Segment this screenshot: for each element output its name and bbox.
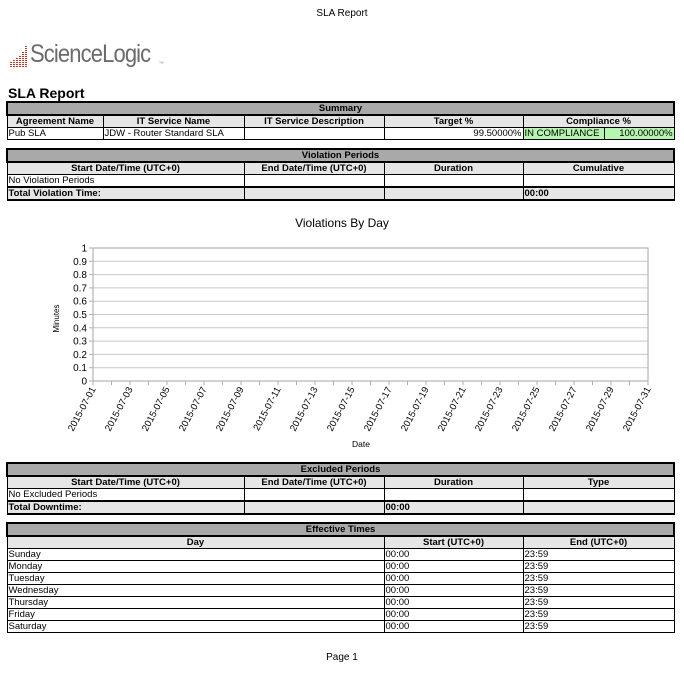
y-axis-label: Minutes <box>52 304 61 333</box>
compliance-value: 100.00000% <box>604 128 674 140</box>
col-start: Start Date/Time (UTC+0) <box>7 162 244 175</box>
cell-end: 23:59 <box>523 621 674 633</box>
col-end: End Date/Time (UTC+0) <box>244 476 384 489</box>
cell-start: 00:00 <box>384 597 523 609</box>
x-tick-label: 2015-07-17 <box>362 385 395 434</box>
cell-day: Monday <box>7 561 384 573</box>
cell-start: 00:00 <box>384 573 523 585</box>
x-tick-label: 2015-07-13 <box>288 385 321 434</box>
total-violation-label: Total Violation Time: <box>7 187 244 200</box>
page-header: SLA Report <box>316 8 368 19</box>
cell-day: Sunday <box>7 549 384 561</box>
cell-start: 00:00 <box>384 609 523 621</box>
cell-start: 00:00 <box>384 621 523 633</box>
cell-end: 23:59 <box>523 561 674 573</box>
table-row <box>7 597 674 609</box>
cell-start: 00:00 <box>384 549 523 561</box>
x-axis-label: Date <box>352 439 370 449</box>
table-row <box>7 609 674 621</box>
no-violations-text: No Violation Periods <box>7 175 244 188</box>
x-tick-label: 2015-07-15 <box>325 385 358 434</box>
col-duration: Duration <box>384 476 523 489</box>
summary-row <box>7 128 674 140</box>
y-tick-label: 0 <box>81 376 87 388</box>
violation-section-title: Violation Periods <box>7 149 674 162</box>
logo-bars-icon <box>10 45 27 67</box>
x-tick-label: 2015-07-23 <box>473 385 506 434</box>
no-excluded-text: No Excluded Periods <box>7 489 244 502</box>
cell-end: 23:59 <box>523 609 674 621</box>
x-tick-label: 2015-07-05 <box>140 385 173 434</box>
y-tick-label: 0.3 <box>73 336 87 348</box>
compliance-status: IN COMPLIANCE <box>523 128 604 140</box>
col-start: Start Date/Time (UTC+0) <box>7 476 244 489</box>
cell-start: 00:00 <box>384 561 523 573</box>
x-tick-label: 2015-07-27 <box>547 385 580 434</box>
table-row <box>7 561 674 573</box>
target-percent: 99.50000% <box>384 128 523 140</box>
chart-title: Violations By Day <box>295 216 389 230</box>
report-title: SLA Report <box>8 85 85 101</box>
total-row <box>7 187 674 200</box>
y-tick-label: 0.8 <box>73 270 87 282</box>
y-tick-label: 0.9 <box>73 256 87 268</box>
col-end: End Date/Time (UTC+0) <box>244 162 384 175</box>
chart-plot <box>0 212 684 462</box>
table-row <box>7 621 674 633</box>
col-end: End (UTC+0) <box>523 536 674 549</box>
effective-section-title: Effective Times <box>7 523 674 536</box>
y-tick-label: 1 <box>81 243 87 255</box>
col-start: Start (UTC+0) <box>384 536 523 549</box>
cell-end: 23:59 <box>523 597 674 609</box>
agreement-name: Pub SLA <box>7 128 103 140</box>
cell-day: Thursday <box>7 597 384 609</box>
y-tick-label: 0.7 <box>73 283 87 295</box>
x-tick-label: 2015-07-29 <box>584 385 617 434</box>
x-tick-label: 2015-07-19 <box>399 385 432 434</box>
page-footer: Page 1 <box>326 652 358 663</box>
col-cumulative: Cumulative <box>523 162 674 175</box>
summary-section-title: Summary <box>7 102 674 115</box>
effective-times-table <box>6 522 675 633</box>
total-violation-value: 00:00 <box>523 187 674 200</box>
cell-day: Saturday <box>7 621 384 633</box>
table-row <box>7 175 674 188</box>
logo-trademark: ™ <box>158 61 164 67</box>
cell-day: Wednesday <box>7 585 384 597</box>
y-tick-label: 0.4 <box>73 323 87 335</box>
table-row <box>7 549 674 561</box>
violation-periods-table <box>6 148 675 201</box>
excluded-section-title: Excluded Periods <box>7 463 674 476</box>
y-tick-label: 0.2 <box>73 349 87 361</box>
cell-end: 23:59 <box>523 573 674 585</box>
x-tick-label: 2015-07-09 <box>214 385 247 434</box>
col-type: Type <box>523 476 674 489</box>
total-downtime-label: Total Downtime: <box>7 501 244 514</box>
x-tick-label: 2015-07-25 <box>510 385 543 434</box>
x-tick-label: 2015-07-21 <box>436 385 469 434</box>
summary-table <box>6 101 675 140</box>
cell-start: 00:00 <box>384 585 523 597</box>
excluded-periods-table <box>6 462 675 515</box>
x-tick-label: 2015-07-31 <box>621 385 654 434</box>
cell-day: Friday <box>7 609 384 621</box>
sciencelogic-logo <box>10 37 164 67</box>
cell-end: 23:59 <box>523 585 674 597</box>
col-duration: Duration <box>384 162 523 175</box>
y-tick-label: 0.1 <box>73 363 87 375</box>
col-agreement-name: Agreement Name <box>7 115 103 128</box>
x-tick-label: 2015-07-11 <box>251 385 284 433</box>
it-service-description <box>244 128 384 140</box>
logo-text: ScienceLogic <box>30 40 151 68</box>
col-it-service-name: IT Service Name <box>103 115 244 128</box>
x-tick-label: 2015-07-01 <box>66 385 99 434</box>
x-tick-label: 2015-07-07 <box>177 385 210 434</box>
total-row <box>7 501 674 514</box>
col-target: Target % <box>384 115 523 128</box>
col-compliance: Compliance % <box>523 115 674 128</box>
total-downtime-value: 00:00 <box>384 501 523 514</box>
y-tick-label: 0.6 <box>73 296 87 308</box>
col-day: Day <box>7 536 384 549</box>
y-tick-label: 0.5 <box>73 310 87 321</box>
x-tick-label: 2015-07-03 <box>103 385 136 434</box>
col-it-service-description: IT Service Description <box>244 115 384 128</box>
table-row <box>7 573 674 585</box>
table-row <box>7 585 674 597</box>
it-service-name: JDW - Router Standard SLA <box>103 128 244 140</box>
violations-by-day-chart <box>0 212 684 462</box>
cell-day: Tuesday <box>7 573 384 585</box>
cell-end: 23:59 <box>523 549 674 561</box>
table-row <box>7 489 674 502</box>
